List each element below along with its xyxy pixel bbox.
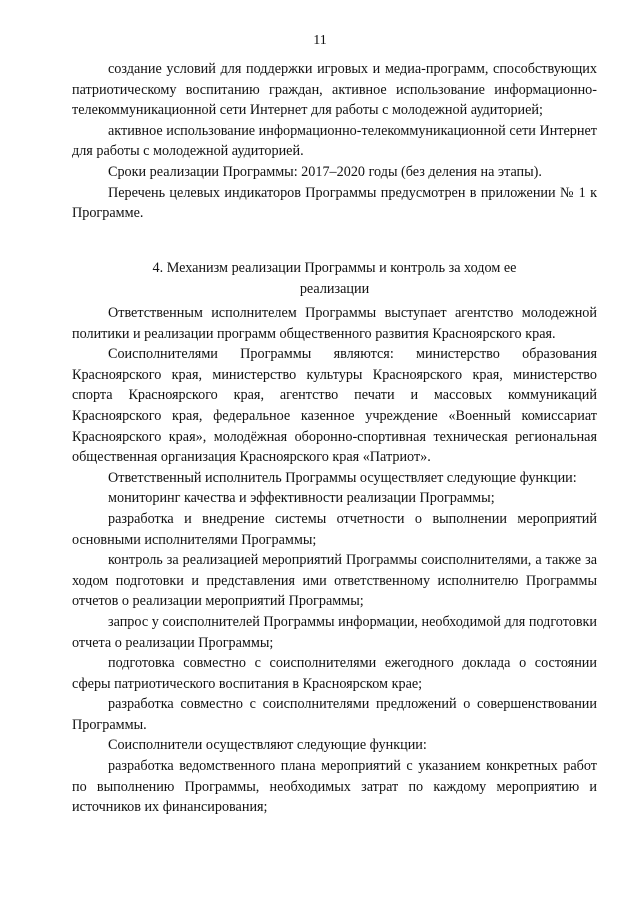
paragraph: активное использование информационно-телекоммуникационной сети Интернет для работы с молодежной аудиторией.	[72, 122, 597, 160]
paragraph: Ответственный исполнитель Программы осуществляет следующие функции:	[108, 469, 577, 486]
list-item: разработка совместно с соисполнителями предложений о совершенствовании Программы.	[72, 696, 597, 733]
list-item: подготовка совместно с соисполнителями ежегодного доклада о состоянии сферы патриотического воспитания в Красноярском крае;	[72, 655, 597, 692]
section-heading-line: 4. Механизм реализации Программы и контроль за ходом ее	[152, 260, 517, 276]
list-item: разработка ведомственного плана мероприятий с указанием конкретных работ по выполнению Программы, необходимых затрат по каждому мероприятию и источников их финансирования;	[72, 758, 597, 816]
paragraph: Перечень целевых индикаторов Программы предусмотрен в приложении № 1 к Программе.	[72, 184, 597, 222]
paragraph: Соисполнителями Программы являются: министерство образования Красноярского края, министерство культуры Красноярского края, министерство спорта Красноярского края, агентство печати и массовых коммуникаций Красноярского края, федеральное казенное учреждение «Военный комиссариат Красноярского края», молодёжная оборонно-спортивная техническая региональная общественная организация Красноярского края «Патриот».	[72, 346, 597, 466]
list-item: контроль за реализацией мероприятий Программы соисполнителями, а также за ходом подготовки и представления ими ответственному исполнителю Программы отчетов о реализации мероприятий Программы;	[72, 552, 597, 610]
section-heading-line: реализации	[299, 280, 370, 297]
section-heading	[72, 258, 597, 299]
list-item: мониторинг качества и эффективности реализации Программы;	[108, 490, 495, 507]
paragraph: Соисполнители осуществляют следующие функции:	[108, 737, 427, 754]
paragraph: Сроки реализации Программы: 2017–2020 годы (без деления на этапы).	[108, 163, 542, 180]
list-item: разработка и внедрение системы отчетности о выполнении мероприятий основными исполнителями Программы;	[72, 510, 597, 548]
paragraph: создание условий для поддержки игровых и медиа-программ, способствующих патриотическому воспитанию граждан, активное использование информационно-телекоммуникационной сети Интернет для работы с молодежной аудиторией;	[72, 61, 597, 119]
page-number: 11	[313, 33, 327, 48]
intro-paragraphs	[72, 59, 597, 224]
list-item: запрос у соисполнителей Программы информации, необходимой для подготовки отчета о реализации Программы;	[72, 613, 597, 651]
paragraph: Ответственным исполнителем Программы выступает агентство молодежной политики и реализации программ общественного развития Красноярского края.	[72, 305, 597, 342]
section-body	[72, 303, 597, 818]
